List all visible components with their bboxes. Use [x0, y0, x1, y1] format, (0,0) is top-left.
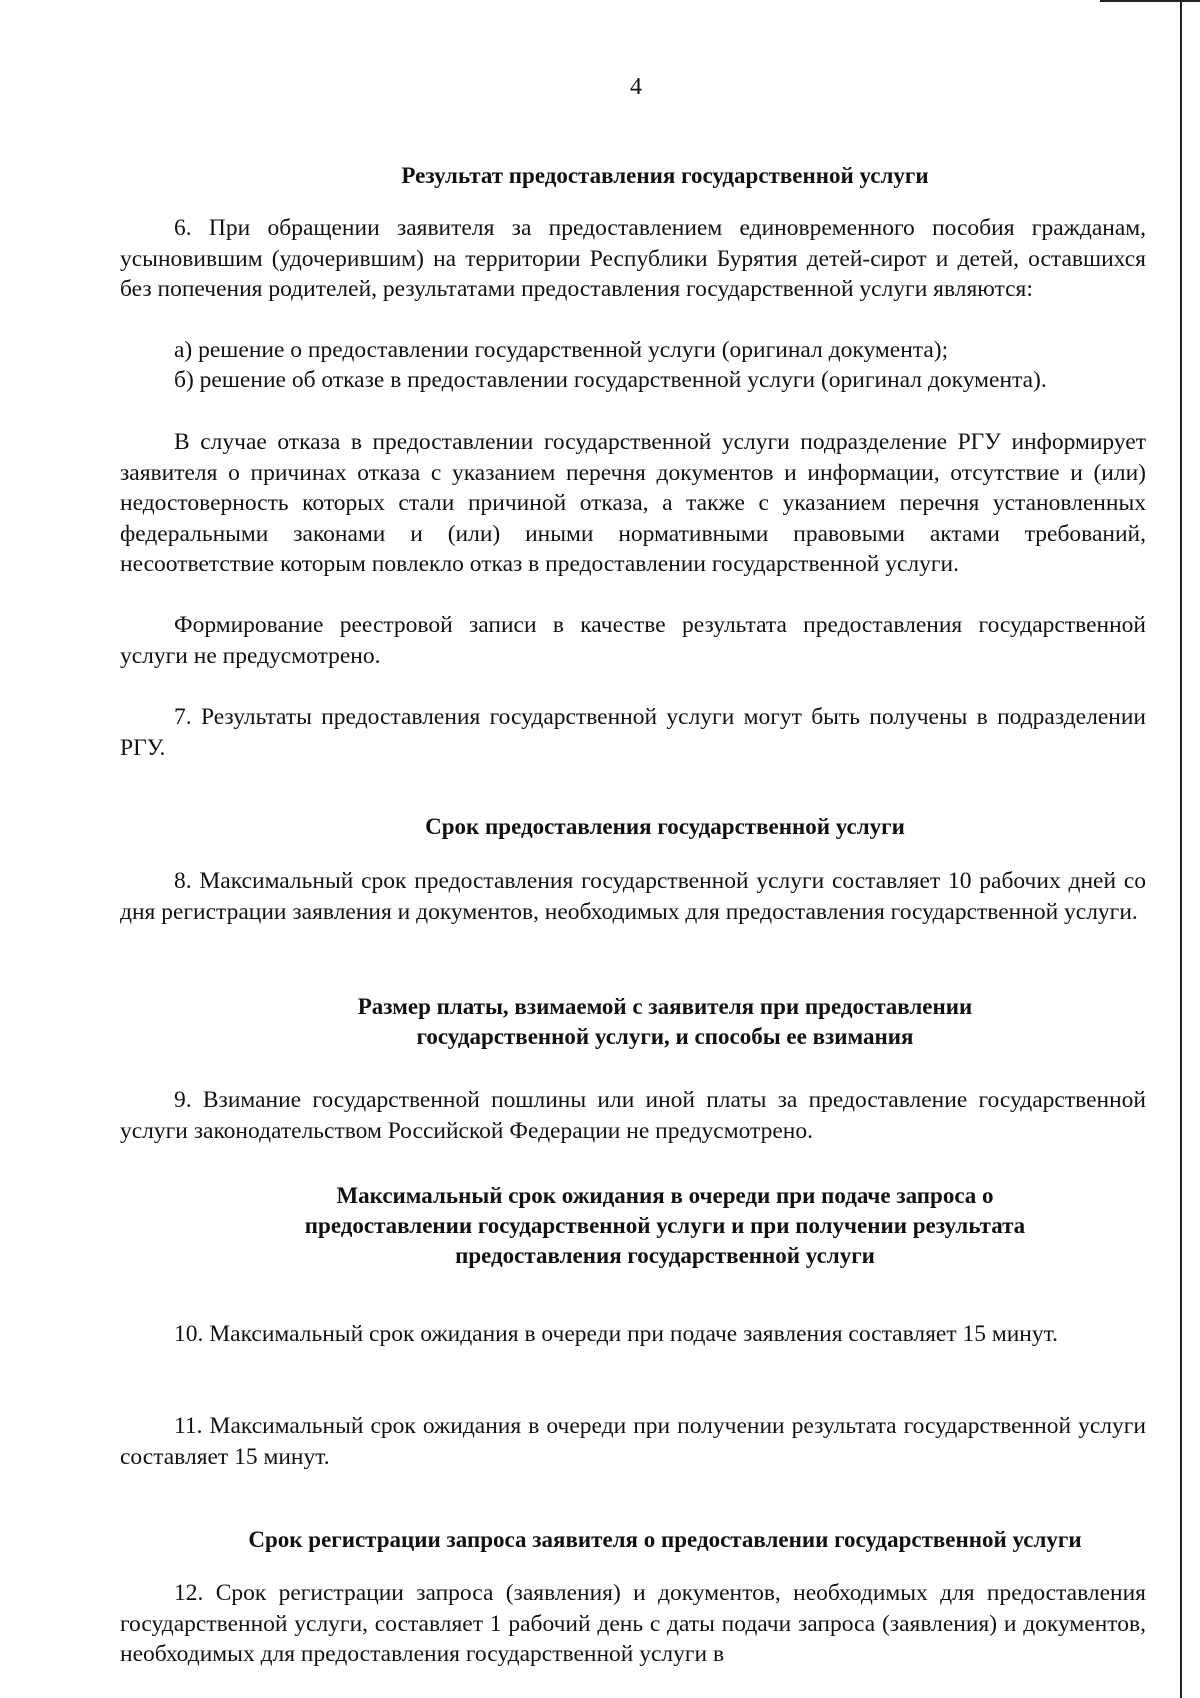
paragraph-6b: б) решение об отказе в предоставлении государственной услуги (оригинал документа). [174, 367, 1047, 393]
paragraph-12: 12. Срок регистрации запроса (заявления) и документов, необходимых для предоставления государственной услуги, составляет 1 рабочий день с даты подачи запроса (заявления) и документов, необходимых для предоставления государственной услуги в [120, 1580, 1146, 1668]
paragraph-8: 8. Максимальный срок предоставления государственной услуги составляет 10 рабочих дней со дня регистрации заявления и документов, необходимых для предоставления государственной услуги. [120, 868, 1146, 925]
paragraph-6: 6. При обращении заявителя за предоставлением единовременного пособия гражданам, усыновившим (удочерившим) на территории Республики Бурятия детей-сирот и детей, оставшихся без попечения родителей, результатами предоставления государственной услуги являются: [120, 215, 1146, 303]
page-edge-right-rule [1180, 0, 1182, 1698]
heading-registration: Срок регистрации запроса заявителя о предоставлении государственной услуги [248, 1527, 1082, 1552]
heading-queue-line-1: Максимальный срок ожидания в очереди при подаче запроса о [336, 1183, 994, 1208]
page-edge-top-rule [1100, 0, 1200, 2]
page-number: 4 [630, 74, 642, 100]
paragraph-10: 10. Максимальный срок ожидания в очереди при подаче заявления составляет 15 минут. [174, 1321, 1058, 1347]
paragraph-9: 9. Взимание государственной пошлины или иной платы за предоставление государственной услуги законодательством Российской Федерации не предусмотрено. [120, 1087, 1146, 1144]
paragraph-6d: Формирование реестровой записи в качестве результата предоставления государственной услуги не предусмотрено. [120, 612, 1146, 669]
paragraph-7: 7. Результаты предоставления государственной услуги могут быть получены в подразделении РГУ. [120, 704, 1146, 761]
paragraph-6a: а) решение о предоставлении государственной услуги (оригинал документа); [174, 337, 949, 363]
heading-result: Результат предоставления государственной услуги [401, 163, 929, 188]
heading-fee-line-2: государственной услуги, и способы ее взимания [416, 1024, 914, 1049]
paragraph-6c: В случае отказа в предоставлении государственной услуги подразделение РГУ информирует заявителя о причинах отказа с указанием перечня документов и информации, отсутствие и (или) недостоверность которых стали причиной отказа, а также с указанием перечня установленных федеральными законами и (или) иными нормативными правовыми актами требований, несоответствие которым повлекло отказ в предоставлении государственной услуги. [120, 429, 1146, 578]
heading-queue-line-2: предоставлении государственной услуги и при получении результата [304, 1213, 1026, 1238]
heading-queue-line-3: предоставления государственной услуги [455, 1243, 875, 1268]
heading-term: Срок предоставления государственной услуги [425, 814, 905, 839]
heading-fee-line-1: Размер платы, взимаемой с заявителя при предоставлении [357, 994, 973, 1019]
paragraph-11: 11. Максимальный срок ожидания в очереди при получении результата государственной услуги составляет 15 минут. [120, 1413, 1146, 1470]
